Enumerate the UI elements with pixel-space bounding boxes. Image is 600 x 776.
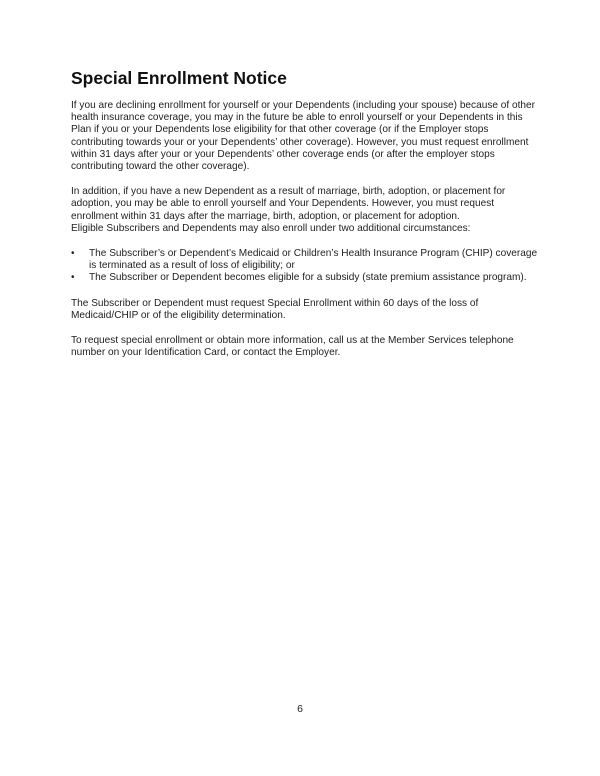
- list-item: [71, 248, 541, 272]
- list-item: [71, 272, 541, 284]
- paragraph-contact-info: To request special enrollment or obtain more information, call us at the Member Services telephone number on your Identification Card, or contact the Employer.: [71, 335, 514, 359]
- page-title: Special Enrollment Notice: [71, 68, 287, 88]
- paragraph-60-days: The Subscriber or Dependent must request Special Enrollment within 60 days of the loss of Medicaid/CHIP or of the eligibility determination.: [71, 297, 479, 321]
- circumstances-list: [71, 248, 541, 285]
- list-item-text: The Subscriber’s or Dependent’s Medicaid or Children’s Health Insurance Program (CHIP) coverage is terminated as a result of loss of eligibility; or: [89, 248, 538, 272]
- page-number: 6: [297, 703, 303, 715]
- additional-circumstances-text: Eligible Subscribers and Dependents may also enroll under two additional circumstances:: [71, 222, 471, 234]
- paragraph-declining-enrollment: If you are declining enrollment for yourself or your Dependents (including your spouse) because of other health insurance coverage, you may in the future be able to enroll yourself or your Dependents in this Plan if you or your Dependents lose eligibility for that other coverage (or if the Employer stops contributing towards your or your Dependents’ other coverage). However, you must request enrollment within 31 days after your or your Dependents’ other coverage ends (or after the employer stops contributing toward the other coverage).: [71, 100, 536, 173]
- new-dependent-text: In addition, if you have a new Dependent as a result of marriage, birth, adoption, or placement for adoption, you may be able to enroll yourself and Your Dependents. However, you must request enrollment within 31 days after the marriage, birth, adoption, or placement for adoption.: [71, 186, 506, 222]
- bullet-icon: •: [71, 272, 75, 284]
- list-item-text: The Subscriber or Dependent becomes eligible for a subsidy (state premium assistance program).: [89, 272, 527, 284]
- bullet-icon: •: [71, 248, 75, 260]
- page-content: [71, 68, 541, 372]
- paragraph-new-dependent: [71, 186, 541, 235]
